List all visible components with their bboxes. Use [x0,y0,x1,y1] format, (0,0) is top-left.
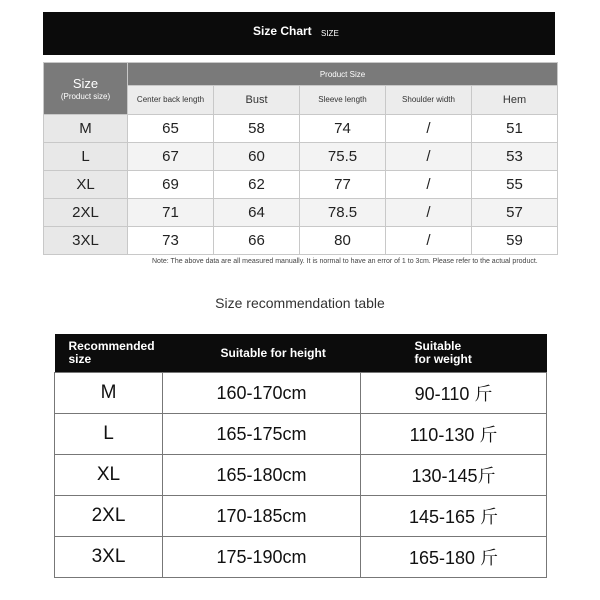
table-cell: 55 [472,171,558,199]
table-header-row [55,334,547,373]
table-cell: 60 [214,143,300,171]
column-header: Suitable for weight [361,334,547,373]
table-cell: 77 [300,171,386,199]
table-row [44,115,558,143]
table-row [55,455,547,496]
table-row [44,199,558,227]
table-cell: 90-110 斤 [361,373,547,414]
banner-subtitle: SIZE [321,29,339,38]
table-cell: 71 [128,199,214,227]
size-chart-banner [43,12,555,55]
table-cell: 80 [300,227,386,255]
table-cell: 69 [128,171,214,199]
table-cell: 73 [128,227,214,255]
table-cell: / [386,227,472,255]
column-header: Shoulder width [386,86,472,115]
table-cell: 110-130 斤 [361,414,547,455]
table-cell: / [386,171,472,199]
table-cell: 53 [472,143,558,171]
size-label: M [44,115,128,143]
column-header: Suitable for height [163,334,361,373]
table-cell: 130-145斤 [361,455,547,496]
size-label: L [44,143,128,171]
table-row [44,227,558,255]
size-chart-table [43,62,558,255]
size-label: 2XL [55,496,163,537]
table-cell: 59 [472,227,558,255]
table-cell: / [386,115,472,143]
table-cell: / [386,199,472,227]
table-cell: 78.5 [300,199,386,227]
table-cell: 74 [300,115,386,143]
recommendation-title: Size recommendation table [215,295,385,311]
table-cell: 65 [128,115,214,143]
column-header: Bust [214,86,300,115]
table-cell: / [386,143,472,171]
table-cell: 165-180 斤 [361,537,547,578]
size-label: XL [44,171,128,199]
table-cell: 165-180cm [163,455,361,496]
size-label: 2XL [44,199,128,227]
size-label: 3XL [55,537,163,578]
size-label: M [55,373,163,414]
table-cell: 58 [214,115,300,143]
size-subheader: (Product size) [60,92,111,101]
table-row [55,373,547,414]
table-row [44,143,558,171]
table-cell: 64 [214,199,300,227]
banner-title: Size Chart [253,24,312,38]
table-cell: 175-190cm [163,537,361,578]
recommendation-table [54,334,547,578]
table-row [55,537,547,578]
table-row [55,496,547,537]
measurement-note: Note: The above data are all measured manually. It is normal to have an error of 1 to 3cm. Please refer to the actual product. [152,258,538,265]
size-header-cell [44,63,128,115]
column-header: Sleeve length [300,86,386,115]
table-cell: 62 [214,171,300,199]
table-row [44,171,558,199]
table-row [55,414,547,455]
table-cell: 75.5 [300,143,386,171]
product-size-header: Product Size [128,63,558,86]
table-cell: 170-185cm [163,496,361,537]
table-cell: 57 [472,199,558,227]
table-cell: 66 [214,227,300,255]
size-header: Size [72,76,99,91]
column-header: Center back length [128,86,214,115]
size-label: 3XL [44,227,128,255]
column-header: Hem [472,86,558,115]
table-cell: 165-175cm [163,414,361,455]
table-cell: 145-165 斤 [361,496,547,537]
table-cell: 67 [128,143,214,171]
table-cell: 51 [472,115,558,143]
size-label: L [55,414,163,455]
size-label: XL [55,455,163,496]
column-header: Recommended size [55,334,163,373]
table-cell: 160-170cm [163,373,361,414]
